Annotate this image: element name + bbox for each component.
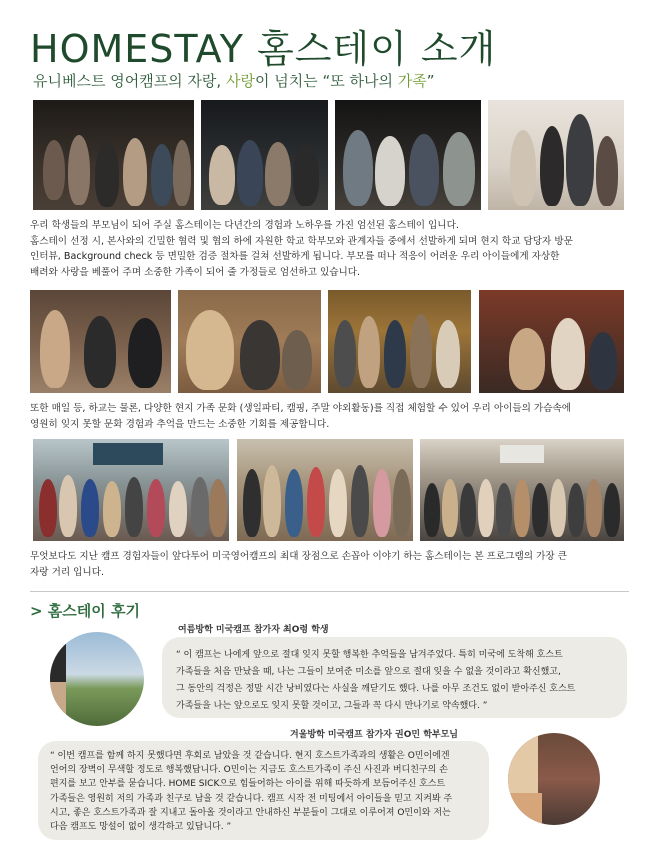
- paragraph-line: 인터뷰, Background check 등 면밀한 검증 절차를 걸쳐 선발하게 됩니다. 부모를 떠나 적응이 어려운 우리 아이들에게 자상한: [30, 251, 560, 262]
- photo-group-auditorium: [420, 439, 624, 541]
- reviews-heading: > 홈스테이 후기: [30, 602, 140, 620]
- subtitle-part-3: ”: [426, 72, 435, 90]
- photo-kids-restaurant: [479, 290, 624, 393]
- review-1-bubble: [162, 637, 627, 718]
- review-2-line: 다음 캠프도 망설이 없이 생각하고 있답니다. ”: [50, 822, 232, 833]
- photo-family-party: [328, 290, 471, 393]
- photo-group-night-2: [201, 100, 328, 210]
- review-2-line: 시고, 좋은 호스트가족과 잘 지내고 돌아올 것이라고 안내하신 부분들이 그대로 이루어져 O민이와 저는: [50, 807, 451, 818]
- photo-group-night-1: [33, 100, 194, 210]
- review-2-author: 겨울방학 미국캠프 참가자 권O민 학부모님: [290, 730, 458, 740]
- review-1-line: 가족들을 처음 만났을 때, 나는 그들이 보여준 미소를 앞으로 절대 잊을 수 없을 것이라고 확신했고,: [176, 667, 561, 677]
- subtitle-part-2: 이 넘치는 “또 하나의: [254, 72, 398, 90]
- subtitle-highlight-love: 사랑: [225, 72, 255, 90]
- paragraph-line: 영원히 잊지 못할 문화 경험과 추억을 만드는 소중한 기회를 제공합니다.: [30, 418, 330, 430]
- review-2-line: 언어의 장벽이 무색할 정도로 행복했답니다. O민이는 지금도 호스트가족이 주신 사진과 버디친구의 손: [50, 765, 448, 776]
- section-divider: [30, 591, 629, 592]
- review-2-bubble: [38, 741, 489, 840]
- photo-group-night-3: [335, 100, 481, 210]
- photo-group-gym: [237, 439, 413, 541]
- paragraph-line: 자랑 거리 입니다.: [30, 566, 105, 578]
- paragraph-line: 또한 매일 등, 하교는 물론, 다양한 현지 가족 문화 (생일파티, 캠핑, 주말 야외활동)를 직접 체험할 수 있어 우리 아이들의 가슴속에: [30, 403, 572, 414]
- paragraph-line: 무엇보다도 지난 캠프 경험자들이 앞다투어 미국영어캠프의 최대 장점으로 손꼽아 이야기 하는 홈스테이는 본 프로그램의 가장 큰: [30, 551, 567, 562]
- review-1-line: 가족들을 나는 앞으로도 잊지 못할 것이고, 그들과 꼭 다시 만나기로 약속했다. ”: [176, 701, 488, 711]
- review-2-line: 편지를 보고 안부를 묻습니다. HOME SICK으로 힘들어하는 아이를 위해 따듯하게 보듬어주신 호스트: [50, 779, 446, 790]
- page-title: HOMESTAY 홈스테이 소개: [30, 27, 497, 71]
- review-1-line: “ 이 캠프는 나에게 앞으로 절대 잊지 못할 행복한 추억들을 남겨주었다. 특히 미국에 도착해 호스트: [176, 650, 563, 660]
- avatar-review-1: [50, 632, 144, 726]
- review-1-line: 그 동안의 걱정은 정말 시간 낭비였다는 사실을 깨닫기도 했다. 나를 아무 조건도 없이 받아주신 호스트: [176, 684, 576, 694]
- photo-group-indoor-1: [488, 100, 624, 210]
- avatar-review-2: [508, 733, 600, 825]
- photo-friends-selfie: [178, 290, 321, 393]
- subtitle-part-1: 유니베스트 영어캠프의 자랑,: [33, 72, 226, 90]
- paragraph-highlight: [30, 549, 630, 580]
- subtitle-highlight-family: 가족: [397, 72, 427, 90]
- paragraph-culture: [30, 401, 630, 432]
- paragraph-line: 우리 학생들의 부모님이 되어 주실 홈스테이는 다년간의 경험과 노하우를 가진 엄선된 홈스테이 입니다.: [30, 220, 459, 231]
- paragraph-intro: [30, 218, 630, 280]
- review-2-line: 가족들은 영원히 저의 가족과 친구로 남을 것 같습니다. 캠프 시작 전 미팅에서 아이들을 믿고 지켜봐 주: [50, 793, 453, 804]
- page-subtitle: [33, 70, 434, 91]
- review-2-line: “ 이번 캠프를 함께 하지 못했다면 후회로 남았을 것 같습니다. 현지 호스트가족과의 생활은 O민이에겐: [50, 751, 450, 761]
- photo-group-classroom: [33, 439, 229, 541]
- photo-kids-indoor: [30, 290, 171, 393]
- paragraph-line: 배려와 사랑을 베풀어 주며 소중한 가족이 되어 줄 가정들로 엄선하고 있습니다.: [30, 266, 361, 278]
- paragraph-line: 홈스테이 선정 시, 본사와의 긴밀한 협력 및 협의 하에 자원한 학교 학부모와 관계자들 중에서 선발하게 되며 현지 학교 담당자 방문: [30, 235, 573, 247]
- review-1-author: 여름방학 미국캠프 참가자 최O령 학생: [178, 625, 329, 635]
